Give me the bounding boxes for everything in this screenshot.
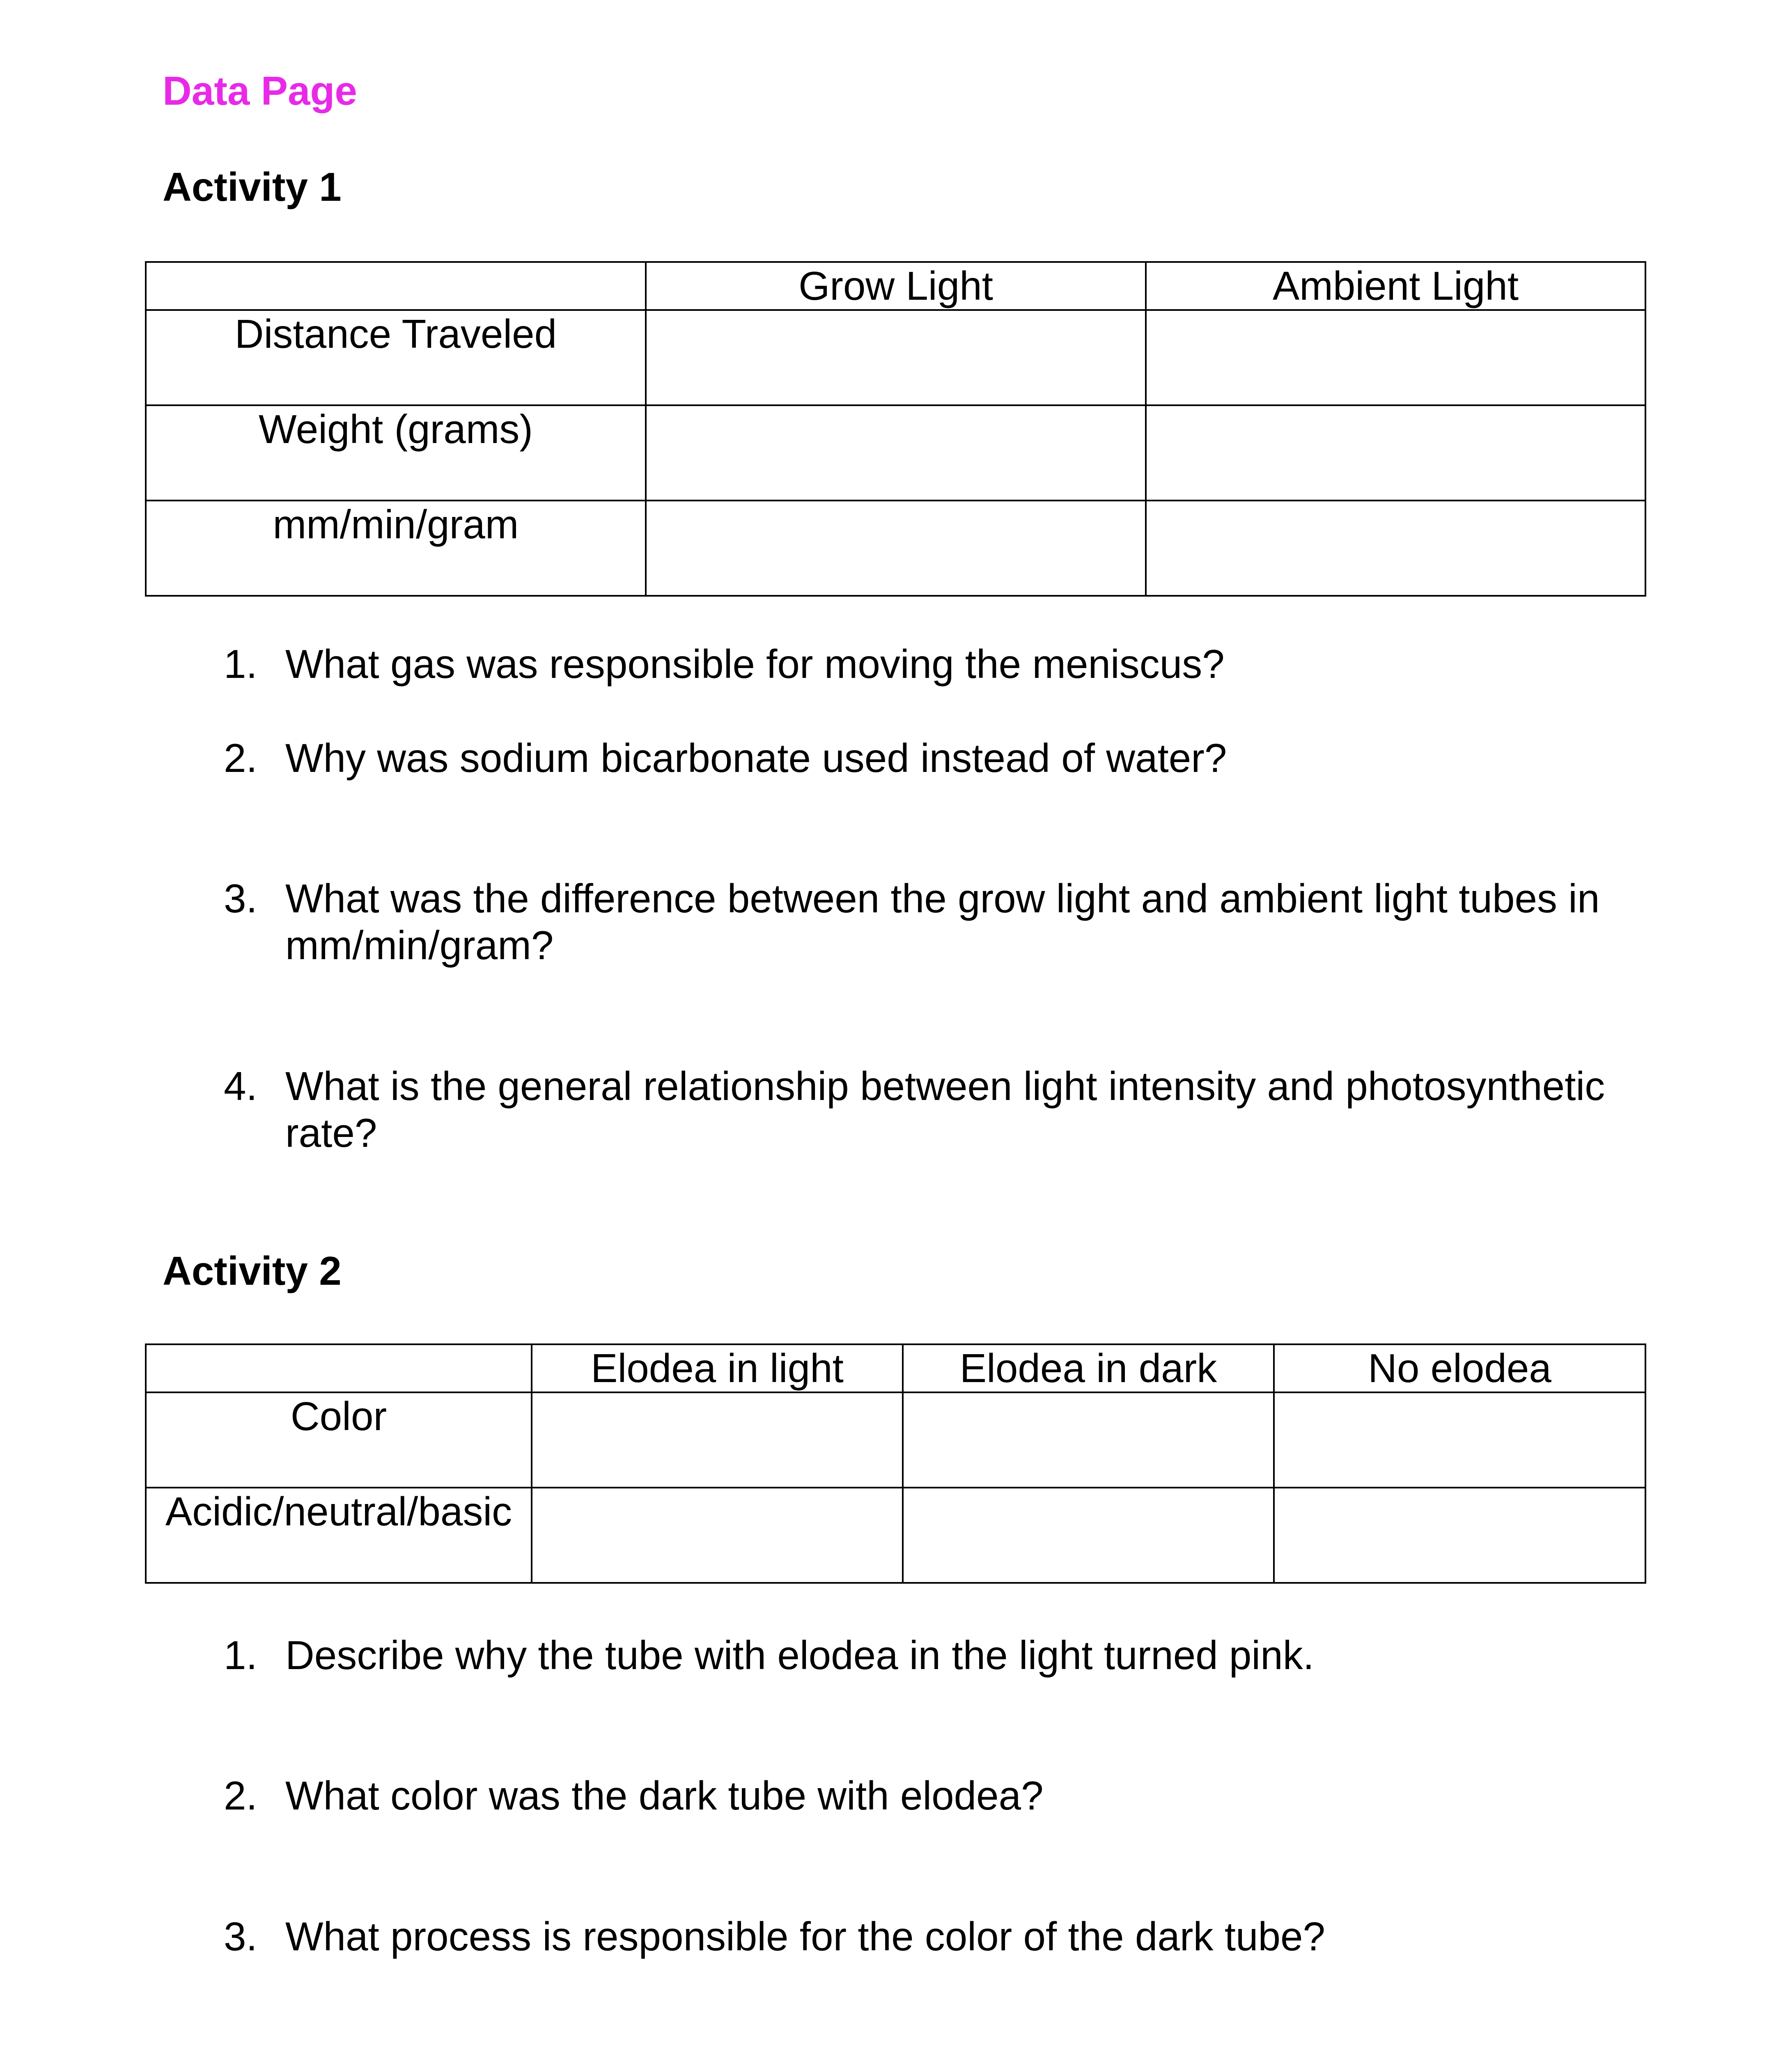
row-label-weight: Weight (grams) — [146, 405, 646, 501]
row-label-distance-traveled: Distance Traveled — [146, 310, 646, 405]
table-header-cell — [146, 1344, 532, 1392]
table-header-row — [146, 1344, 1645, 1392]
table-header-row — [146, 262, 1645, 310]
question-text: What color was the dark tube with elodea? — [285, 1773, 1044, 1818]
question-number: 3. — [224, 1914, 257, 1959]
table-row — [146, 501, 1645, 596]
table-cell[interactable] — [1274, 1392, 1645, 1488]
question-number: 3. — [224, 876, 257, 921]
activity-1-table — [145, 261, 1646, 597]
question-text: What process is responsible for the color of the dark tube? — [285, 1914, 1325, 1959]
question-number: 1. — [224, 1633, 257, 1678]
table-header-elodea-in-light: Elodea in light — [532, 1344, 903, 1392]
question-text: What is the general relationship between light intensity and photosynthetic — [285, 1063, 1605, 1109]
question-text: What gas was responsible for moving the meniscus? — [285, 641, 1225, 687]
table-row — [146, 310, 1645, 405]
table-row — [146, 405, 1645, 501]
table-header-cell — [146, 262, 646, 310]
table-cell[interactable] — [903, 1488, 1274, 1583]
row-label-mm-min-gram: mm/min/gram — [146, 501, 646, 596]
row-label-acidic-neutral-basic: Acidic/neutral/basic — [146, 1488, 532, 1583]
table-cell[interactable] — [1146, 501, 1645, 596]
question-text: Describe why the tube with elodea in the light turned pink. — [285, 1633, 1314, 1678]
question-text-continued: mm/min/gram? — [285, 923, 554, 968]
table-header-no-elodea: No elodea — [1274, 1344, 1645, 1392]
activity-2-heading: Activity 2 — [163, 1248, 342, 1293]
table-header-elodea-in-dark: Elodea in dark — [903, 1344, 1274, 1392]
table-cell[interactable] — [1146, 310, 1645, 405]
question-number: 2. — [224, 735, 257, 781]
table-cell[interactable] — [1146, 405, 1645, 501]
question-number: 1. — [224, 641, 257, 687]
activity-2-table — [145, 1343, 1646, 1584]
table-row — [146, 1488, 1645, 1583]
table-row — [146, 1392, 1645, 1488]
table-header-grow-light: Grow Light — [646, 262, 1146, 310]
table-header-ambient-light: Ambient Light — [1146, 262, 1645, 310]
question-text-continued: rate? — [285, 1110, 377, 1155]
question-text: Why was sodium bicarbonate used instead of water? — [285, 735, 1227, 781]
question-number: 4. — [224, 1063, 257, 1109]
table-cell[interactable] — [532, 1392, 903, 1488]
table-cell[interactable] — [532, 1488, 903, 1583]
question-text: What was the difference between the grow light and ambient light tubes in — [285, 876, 1600, 921]
question-number: 2. — [224, 1773, 257, 1818]
table-cell[interactable] — [646, 310, 1146, 405]
row-label-color: Color — [146, 1392, 532, 1488]
activity-1-heading: Activity 1 — [163, 164, 342, 209]
table-cell[interactable] — [646, 501, 1146, 596]
table-cell[interactable] — [646, 405, 1146, 501]
page-title: Data Page — [163, 68, 357, 113]
table-cell[interactable] — [903, 1392, 1274, 1488]
table-cell[interactable] — [1274, 1488, 1645, 1583]
